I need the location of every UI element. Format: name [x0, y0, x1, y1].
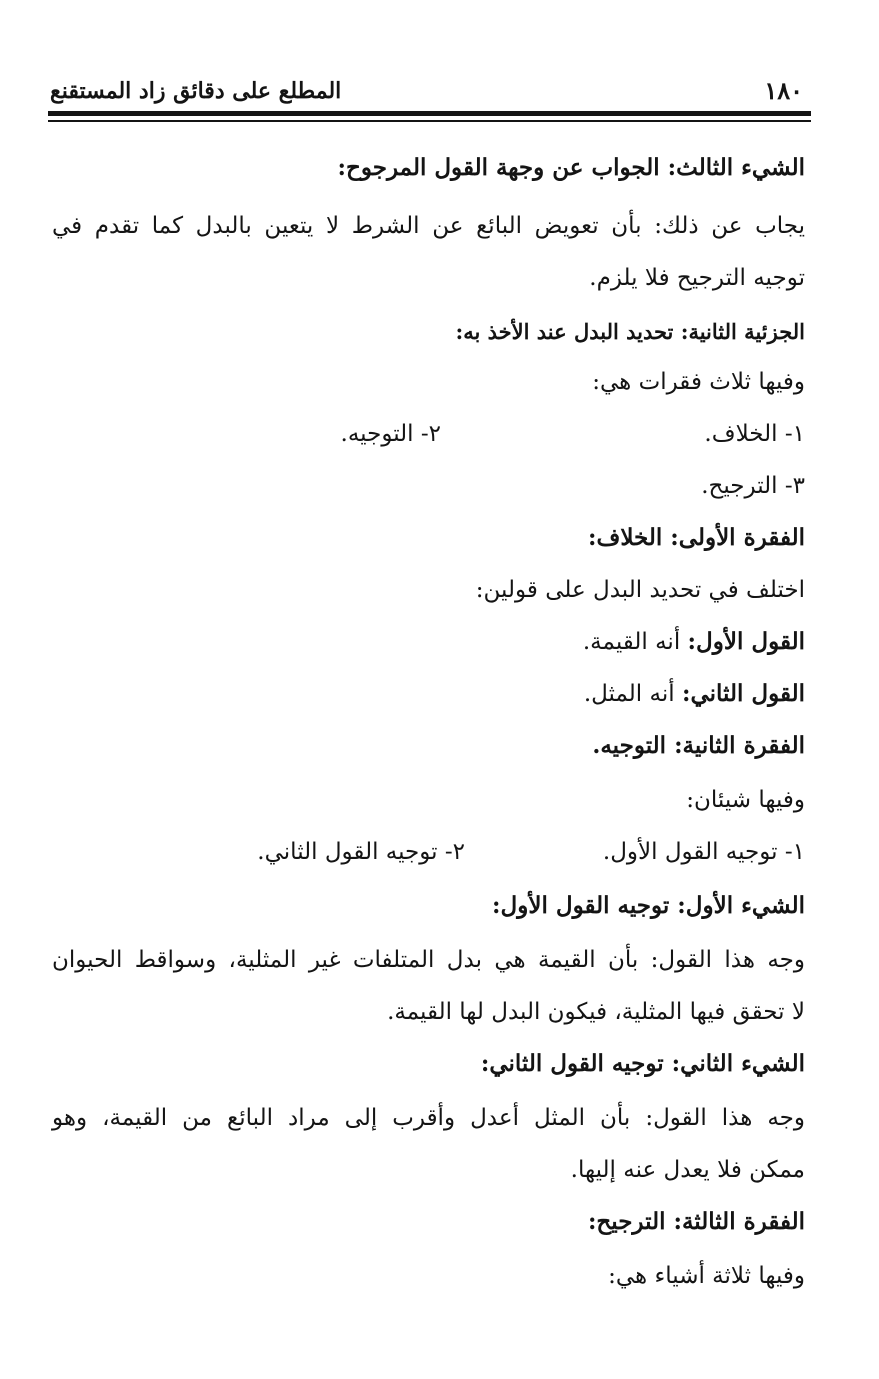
paragraph-second-line-2: ممكن فلا يعدل عنه إليها.	[570, 1157, 805, 1183]
header-rule-thin	[48, 120, 811, 122]
first-opinion	[583, 626, 805, 658]
header-rule-thick	[48, 111, 811, 116]
list-item-disagreement: ١- الخلاف.	[704, 421, 805, 447]
section-second-part: الجزئية الثانية: تحديد البدل عند الأخذ به:	[455, 319, 805, 344]
second-opinion	[584, 678, 805, 710]
heading-second-thing: الشيء الثاني: توجيه القول الثاني:	[480, 1050, 805, 1077]
heading-first-thing: الشيء الأول: توجيه القول الأول:	[492, 892, 805, 919]
heading-first-paragraph: الفقرة الأولى: الخلاف:	[587, 524, 805, 551]
list-item-preference: ٣- الترجيح.	[701, 473, 805, 499]
running-title: المطلع على دقائق زاد المستقنع	[50, 78, 342, 104]
second-opinion-label: القول الثاني:	[681, 680, 805, 707]
intro-three-things: وفيها ثلاثة أشياء هي:	[608, 1263, 805, 1289]
list-item-second-opinion-guidance: ٢- توجيه القول الثاني.	[257, 839, 465, 865]
heading-third-paragraph: الفقرة الثالثة: الترجيح:	[587, 1208, 805, 1235]
second-opinion-text: أنه المثل.	[583, 681, 675, 707]
first-opinion-label: القول الأول:	[687, 628, 805, 655]
paragraph-first-line-1: وجه هذا القول: بأن القيمة هي بدل المتلفات غير المثلية، وسواقط الحيوان	[52, 947, 805, 973]
disagreement-intro: اختلف في تحديد البدل على قولين:	[475, 577, 805, 603]
page-number: ١٨٠	[764, 76, 803, 105]
first-opinion-text: أنه القيمة.	[582, 629, 681, 655]
paragraph-first-line-2: لا تحقق فيها المثلية، فيكون البدل لها القيمة.	[387, 999, 805, 1025]
page-header	[50, 70, 807, 110]
paragraph-answer-line-2: توجيه الترجيح فلا يلزم.	[589, 265, 805, 291]
intro-three-paragraphs: وفيها ثلاث فقرات هي:	[592, 369, 805, 395]
list-item-guidance: ٢- التوجيه.	[340, 421, 441, 447]
paragraph-second-line-1: وجه هذا القول: بأن المثل أعدل وأقرب إلى مراد البائع من القيمة، وهو	[52, 1105, 805, 1131]
intro-two-things: وفيها شيئان:	[686, 787, 805, 813]
heading-third-thing: الشيء الثالث: الجواب عن وجهة القول المرجوح:	[337, 154, 805, 181]
heading-second-paragraph: الفقرة الثانية: التوجيه.	[592, 732, 805, 759]
paragraph-answer-line-1: يجاب عن ذلك: بأن تعويض البائع عن الشرط لا يتعين بالبدل كما تقدم في	[52, 213, 805, 239]
list-item-first-opinion-guidance: ١- توجيه القول الأول.	[602, 839, 805, 865]
